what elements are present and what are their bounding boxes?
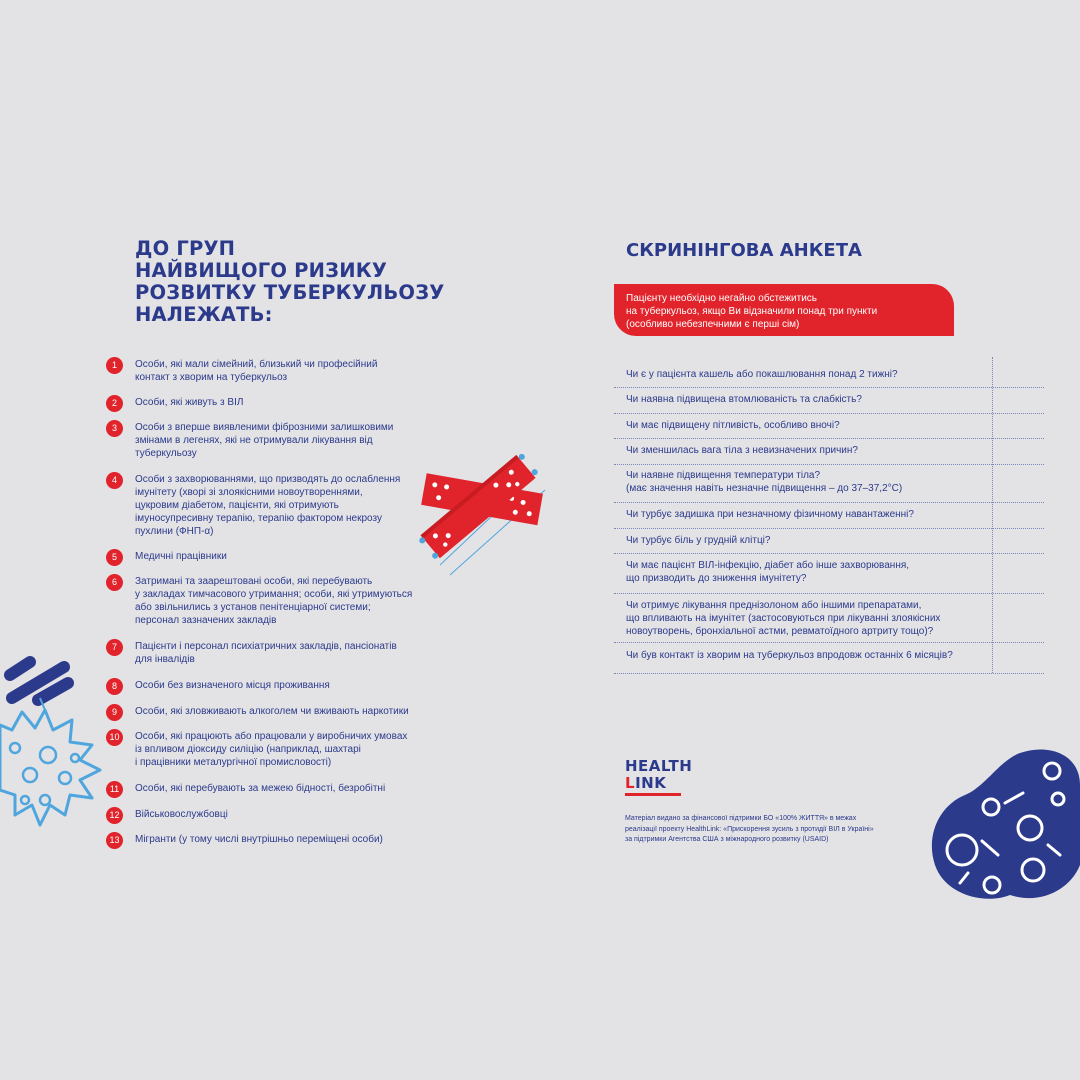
question-row bbox=[614, 642, 1044, 674]
risk-item-line: Медичні працівники bbox=[135, 551, 227, 562]
risk-item-text bbox=[135, 808, 445, 821]
title-line: НАЙВИЩОГО РИЗИКУ bbox=[135, 259, 388, 282]
risk-item-text bbox=[135, 358, 445, 384]
risk-item-text bbox=[135, 396, 445, 409]
question-line: Чи турбує задишка при незначному фізичному навантаженні? bbox=[626, 509, 914, 520]
logo-line-2-rest: INK bbox=[635, 774, 667, 792]
question-line: Чи був контакт із хворим на туберкульоз впродовж останніх 6 місяців? bbox=[626, 650, 953, 661]
item-number-badge: 3 bbox=[106, 420, 123, 437]
question-row bbox=[614, 502, 1044, 529]
healthlink-logo bbox=[625, 758, 692, 792]
question-line: Чи наявна підвищена втомлюваність та слабкість? bbox=[626, 394, 862, 405]
question-line: що впливають на імунітет (застосовуються при лікуванні злоякісних bbox=[626, 613, 941, 624]
risk-item-text bbox=[135, 640, 445, 666]
risk-item-text bbox=[135, 705, 445, 718]
screening-questionnaire bbox=[614, 357, 1044, 673]
risk-item-line: Особи, які живуть з ВІЛ bbox=[135, 397, 244, 408]
risk-item-line: імунітету (хворі зі злоякісними новоутвореннями, bbox=[135, 487, 363, 498]
question-text bbox=[626, 419, 986, 432]
question-text bbox=[626, 649, 986, 662]
risk-item-text bbox=[135, 833, 445, 846]
footer-line: за підтримки Агентства США з міжнародного розвитку (USAID) bbox=[625, 836, 829, 843]
question-line: Чи отримує лікування преднізолоном або іншими препаратами, bbox=[626, 600, 922, 611]
risk-item-line: Мігранти (у тому числі внутрішньо переміщені особи) bbox=[135, 834, 383, 845]
question-line: Чи є у пацієнта кашель або покашлювання понад 2 тижні? bbox=[626, 369, 898, 380]
funding-footer bbox=[625, 814, 925, 846]
logo-underline bbox=[625, 793, 681, 796]
risk-item-line: Особи, які перебувають за межею бідності, безробітні bbox=[135, 783, 386, 794]
question-text bbox=[626, 444, 986, 457]
item-number-badge: 11 bbox=[106, 781, 123, 798]
risk-groups-title bbox=[135, 238, 444, 326]
bacteria-right-icon bbox=[930, 745, 1080, 900]
risk-item-line: у закладах тимчасового утримання; особи, які утримуються bbox=[135, 589, 413, 600]
risk-item-text bbox=[135, 575, 445, 627]
risk-item-line: пухлини (ФНП-α) bbox=[135, 526, 214, 537]
question-row bbox=[614, 553, 1044, 594]
question-row bbox=[614, 413, 1044, 439]
alert-line: на туберкульоз, якщо Ви відзначили понад три пункти bbox=[626, 306, 878, 317]
risk-item-line: і працівники металургічної промисловості) bbox=[135, 757, 332, 768]
question-line: Чи турбує біль у грудній клітці? bbox=[626, 535, 771, 546]
alert-line: (особливо небезпечними є перші сім) bbox=[626, 319, 800, 330]
logo-line-1: HEALTH bbox=[625, 757, 693, 775]
item-number-badge: 12 bbox=[106, 807, 123, 824]
risk-item-line: Військовослужбовці bbox=[135, 809, 228, 820]
item-number-badge: 1 bbox=[106, 357, 123, 374]
footer-line: реалізації проекту HealthLink: «Прискорення зусиль з протидії ВІЛ в Україні» bbox=[625, 825, 874, 833]
risk-item-line: персонал зазначених закладів bbox=[135, 615, 277, 626]
risk-item-line: Особи, які мали сімейний, близький чи професійний bbox=[135, 359, 378, 370]
item-number-badge: 7 bbox=[106, 639, 123, 656]
item-number-badge: 5 bbox=[106, 549, 123, 566]
plaster-icon bbox=[410, 450, 550, 580]
item-number-badge: 10 bbox=[106, 729, 123, 746]
question-text bbox=[626, 469, 986, 495]
risk-item-text bbox=[135, 421, 445, 460]
risk-item-text bbox=[135, 730, 445, 769]
risk-item-line: Затримані та заарештовані особи, які перебувають bbox=[135, 576, 373, 587]
item-number-badge: 6 bbox=[106, 574, 123, 591]
question-row bbox=[614, 464, 1044, 503]
screening-title: СКРИНІНГОВА АНКЕТА bbox=[626, 240, 862, 261]
question-line: новоутворень, бронхіальної астми, ревматоїдного артриту тощо)? bbox=[626, 626, 934, 637]
item-number-badge: 9 bbox=[106, 704, 123, 721]
question-text bbox=[626, 534, 986, 547]
risk-item-line: для інвалідів bbox=[135, 654, 195, 665]
question-text bbox=[626, 368, 986, 381]
question-text bbox=[626, 599, 986, 638]
question-line: Чи має пацієнт ВІЛ-інфекцію, діабет або інше захворювання, bbox=[626, 560, 910, 571]
item-number-badge: 2 bbox=[106, 395, 123, 412]
risk-item-line: Особи з захворюваннями, що призводять до ослаблення bbox=[135, 474, 401, 485]
question-text bbox=[626, 559, 986, 585]
title-line: НАЛЕЖАТЬ: bbox=[135, 303, 273, 326]
bacteria-left-icon bbox=[0, 650, 110, 840]
item-number-badge: 13 bbox=[106, 832, 123, 849]
question-line: Чи наявне підвищення температури тіла? bbox=[626, 470, 821, 481]
question-row bbox=[614, 357, 1044, 388]
question-line: (має значення навіть незначне підвищення – до 37–37,2°С) bbox=[626, 483, 903, 494]
screening-alert bbox=[614, 284, 954, 336]
alert-line: Пацієнту необхідно негайно обстежитись bbox=[626, 293, 818, 304]
risk-item-line: контакт з хворим на туберкульоз bbox=[135, 372, 288, 383]
title-line: РОЗВИТКУ ТУБЕРКУЛЬОЗУ bbox=[135, 281, 445, 304]
risk-item-text bbox=[135, 782, 445, 795]
risk-item-text bbox=[135, 679, 445, 692]
item-number-badge: 4 bbox=[106, 472, 123, 489]
question-row bbox=[614, 438, 1044, 465]
item-number-badge: 8 bbox=[106, 678, 123, 695]
risk-item-line: змінами в легенях, які не отримували лікування від bbox=[135, 435, 373, 446]
risk-item-line: або звільнились з установ пенітенціарної системи; bbox=[135, 602, 371, 613]
risk-item-line: Особи, які зловживають алкоголем чи вживають наркотики bbox=[135, 706, 409, 717]
logo-line-2 bbox=[625, 775, 692, 792]
risk-item-line: Особи, які працюють або працювали у виробничих умовах bbox=[135, 731, 408, 742]
question-line: Чи має підвищену пітливість, особливо вночі? bbox=[626, 420, 840, 431]
question-row bbox=[614, 528, 1044, 554]
risk-item-line: із впливом діоксиду силіцію (наприклад, шахтарі bbox=[135, 744, 361, 755]
footer-line: Матеріал видано за фінансової підтримки БО «100% ЖИТТЯ» в межах bbox=[625, 815, 857, 822]
risk-item-text bbox=[135, 473, 445, 538]
risk-item-line: цукровим діабетом, пацієнти, які отримують bbox=[135, 500, 339, 511]
risk-item-line: Особи з вперше виявленими фіброзними залишковими bbox=[135, 422, 394, 433]
risk-item-line: туберкульозу bbox=[135, 448, 197, 459]
question-line: Чи зменшилась вага тіла з невизначених причин? bbox=[626, 445, 858, 456]
question-row bbox=[614, 593, 1044, 643]
question-line: що призводить до зниження імунітету? bbox=[626, 573, 807, 584]
risk-item-line: Пацієнти і персонал психіатричних закладів, пансіонатів bbox=[135, 641, 397, 652]
logo-l-mark: L bbox=[625, 774, 636, 792]
risk-item-line: імуносупресивну терапію, терапію фактором некрозу bbox=[135, 513, 382, 524]
risk-item-text bbox=[135, 550, 445, 563]
question-text bbox=[626, 508, 986, 521]
risk-item-line: Особи без визначеного місця проживання bbox=[135, 680, 330, 691]
title-line: ДО ГРУП bbox=[135, 237, 236, 260]
question-row bbox=[614, 387, 1044, 414]
question-text bbox=[626, 393, 986, 406]
